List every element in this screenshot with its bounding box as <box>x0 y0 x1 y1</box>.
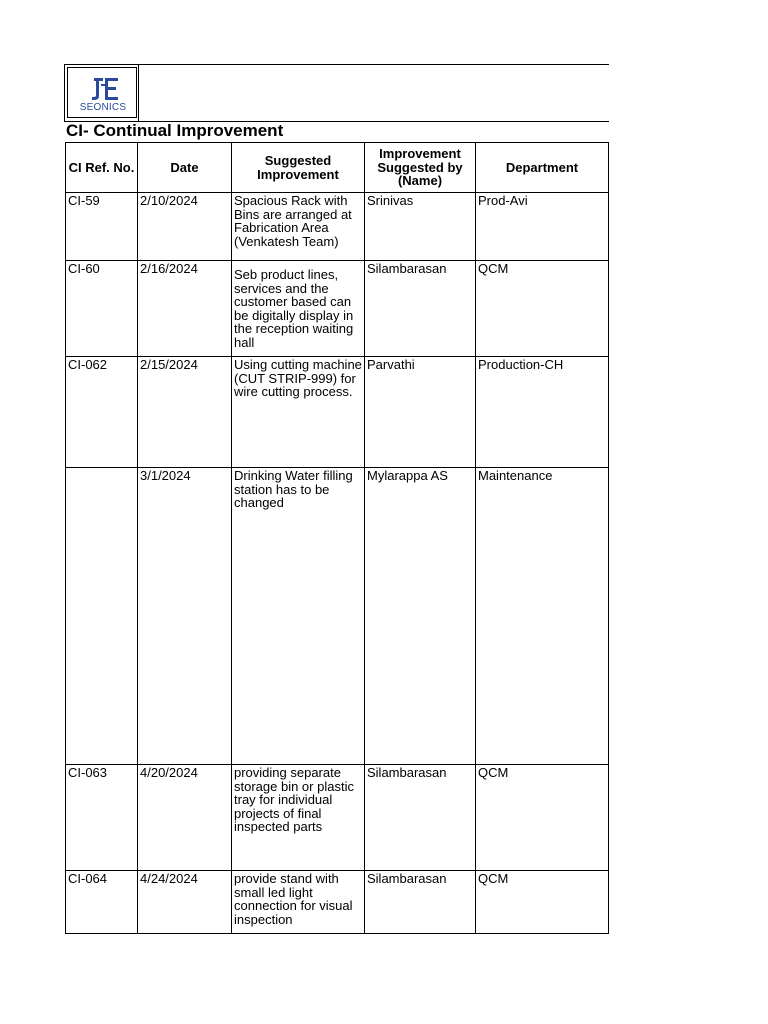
cell-suggested-by: Mylarappa AS <box>365 468 476 765</box>
cell-suggested-by: Parvathi <box>365 357 476 468</box>
cell-date: 3/1/2024 <box>138 468 232 765</box>
cell-department: QCM <box>476 871 609 934</box>
cell-department: Prod-Avi <box>476 193 609 261</box>
cell-improvement: Drinking Water filling station has to be changed <box>232 468 365 765</box>
seonics-logo-icon <box>90 76 120 102</box>
header-suggested-improvement: Suggested Improvement <box>232 143 365 193</box>
company-logo <box>67 67 137 118</box>
cell-improvement: provide stand with small led light connection for visual inspection <box>232 871 365 934</box>
cell-ci-ref: CI-063 <box>66 765 138 871</box>
logo-text: SEONICS <box>79 102 127 113</box>
header-date: Date <box>138 143 232 193</box>
cell-department: QCM <box>476 261 609 357</box>
cell-date: 2/15/2024 <box>138 357 232 468</box>
table-row <box>66 468 609 765</box>
cell-ci-ref: CI-062 <box>66 357 138 468</box>
cell-suggested-by: Silambarasan <box>365 261 476 357</box>
cell-date: 4/20/2024 <box>138 765 232 871</box>
ci-table <box>65 142 609 934</box>
cell-ci-ref: CI-064 <box>66 871 138 934</box>
header-suggested-by: Improvement Suggested by (Name) <box>365 143 476 193</box>
table-header-row <box>66 143 609 193</box>
cell-suggested-by: Silambarasan <box>365 871 476 934</box>
cell-suggested-by: Silambarasan <box>365 765 476 871</box>
table-row <box>66 765 609 871</box>
cell-date: 4/24/2024 <box>138 871 232 934</box>
cell-date: 2/16/2024 <box>138 261 232 357</box>
cell-ci-ref: CI-60 <box>66 261 138 357</box>
table-row <box>66 193 609 261</box>
cell-department: Production-CH <box>476 357 609 468</box>
cell-improvement: Seb product lines, services and the customer based can be digitally display in the reception waiting hall <box>232 261 365 357</box>
logo-cell <box>65 65 139 121</box>
table-row <box>66 357 609 468</box>
cell-department: QCM <box>476 765 609 871</box>
table-row <box>66 871 609 934</box>
cell-suggested-by: Srinivas <box>365 193 476 261</box>
cell-ci-ref <box>66 468 138 765</box>
table-row <box>66 261 609 357</box>
header-ci-ref: CI Ref. No. <box>66 143 138 193</box>
cell-improvement: Using cutting machine (CUT STRIP-999) for wire cutting process. <box>232 357 365 468</box>
document-header <box>64 64 609 122</box>
page-title: CI- Continual Improvement <box>66 121 284 140</box>
header-department: Department <box>476 143 609 193</box>
cell-department: Maintenance <box>476 468 609 765</box>
cell-ci-ref: CI-59 <box>66 193 138 261</box>
cell-date: 2/10/2024 <box>138 193 232 261</box>
cell-improvement: providing separate storage bin or plastic tray for individual projects of final inspected parts <box>232 765 365 871</box>
cell-improvement: Spacious Rack with Bins are arranged at Fabrication Area (Venkatesh Team) <box>232 193 365 261</box>
